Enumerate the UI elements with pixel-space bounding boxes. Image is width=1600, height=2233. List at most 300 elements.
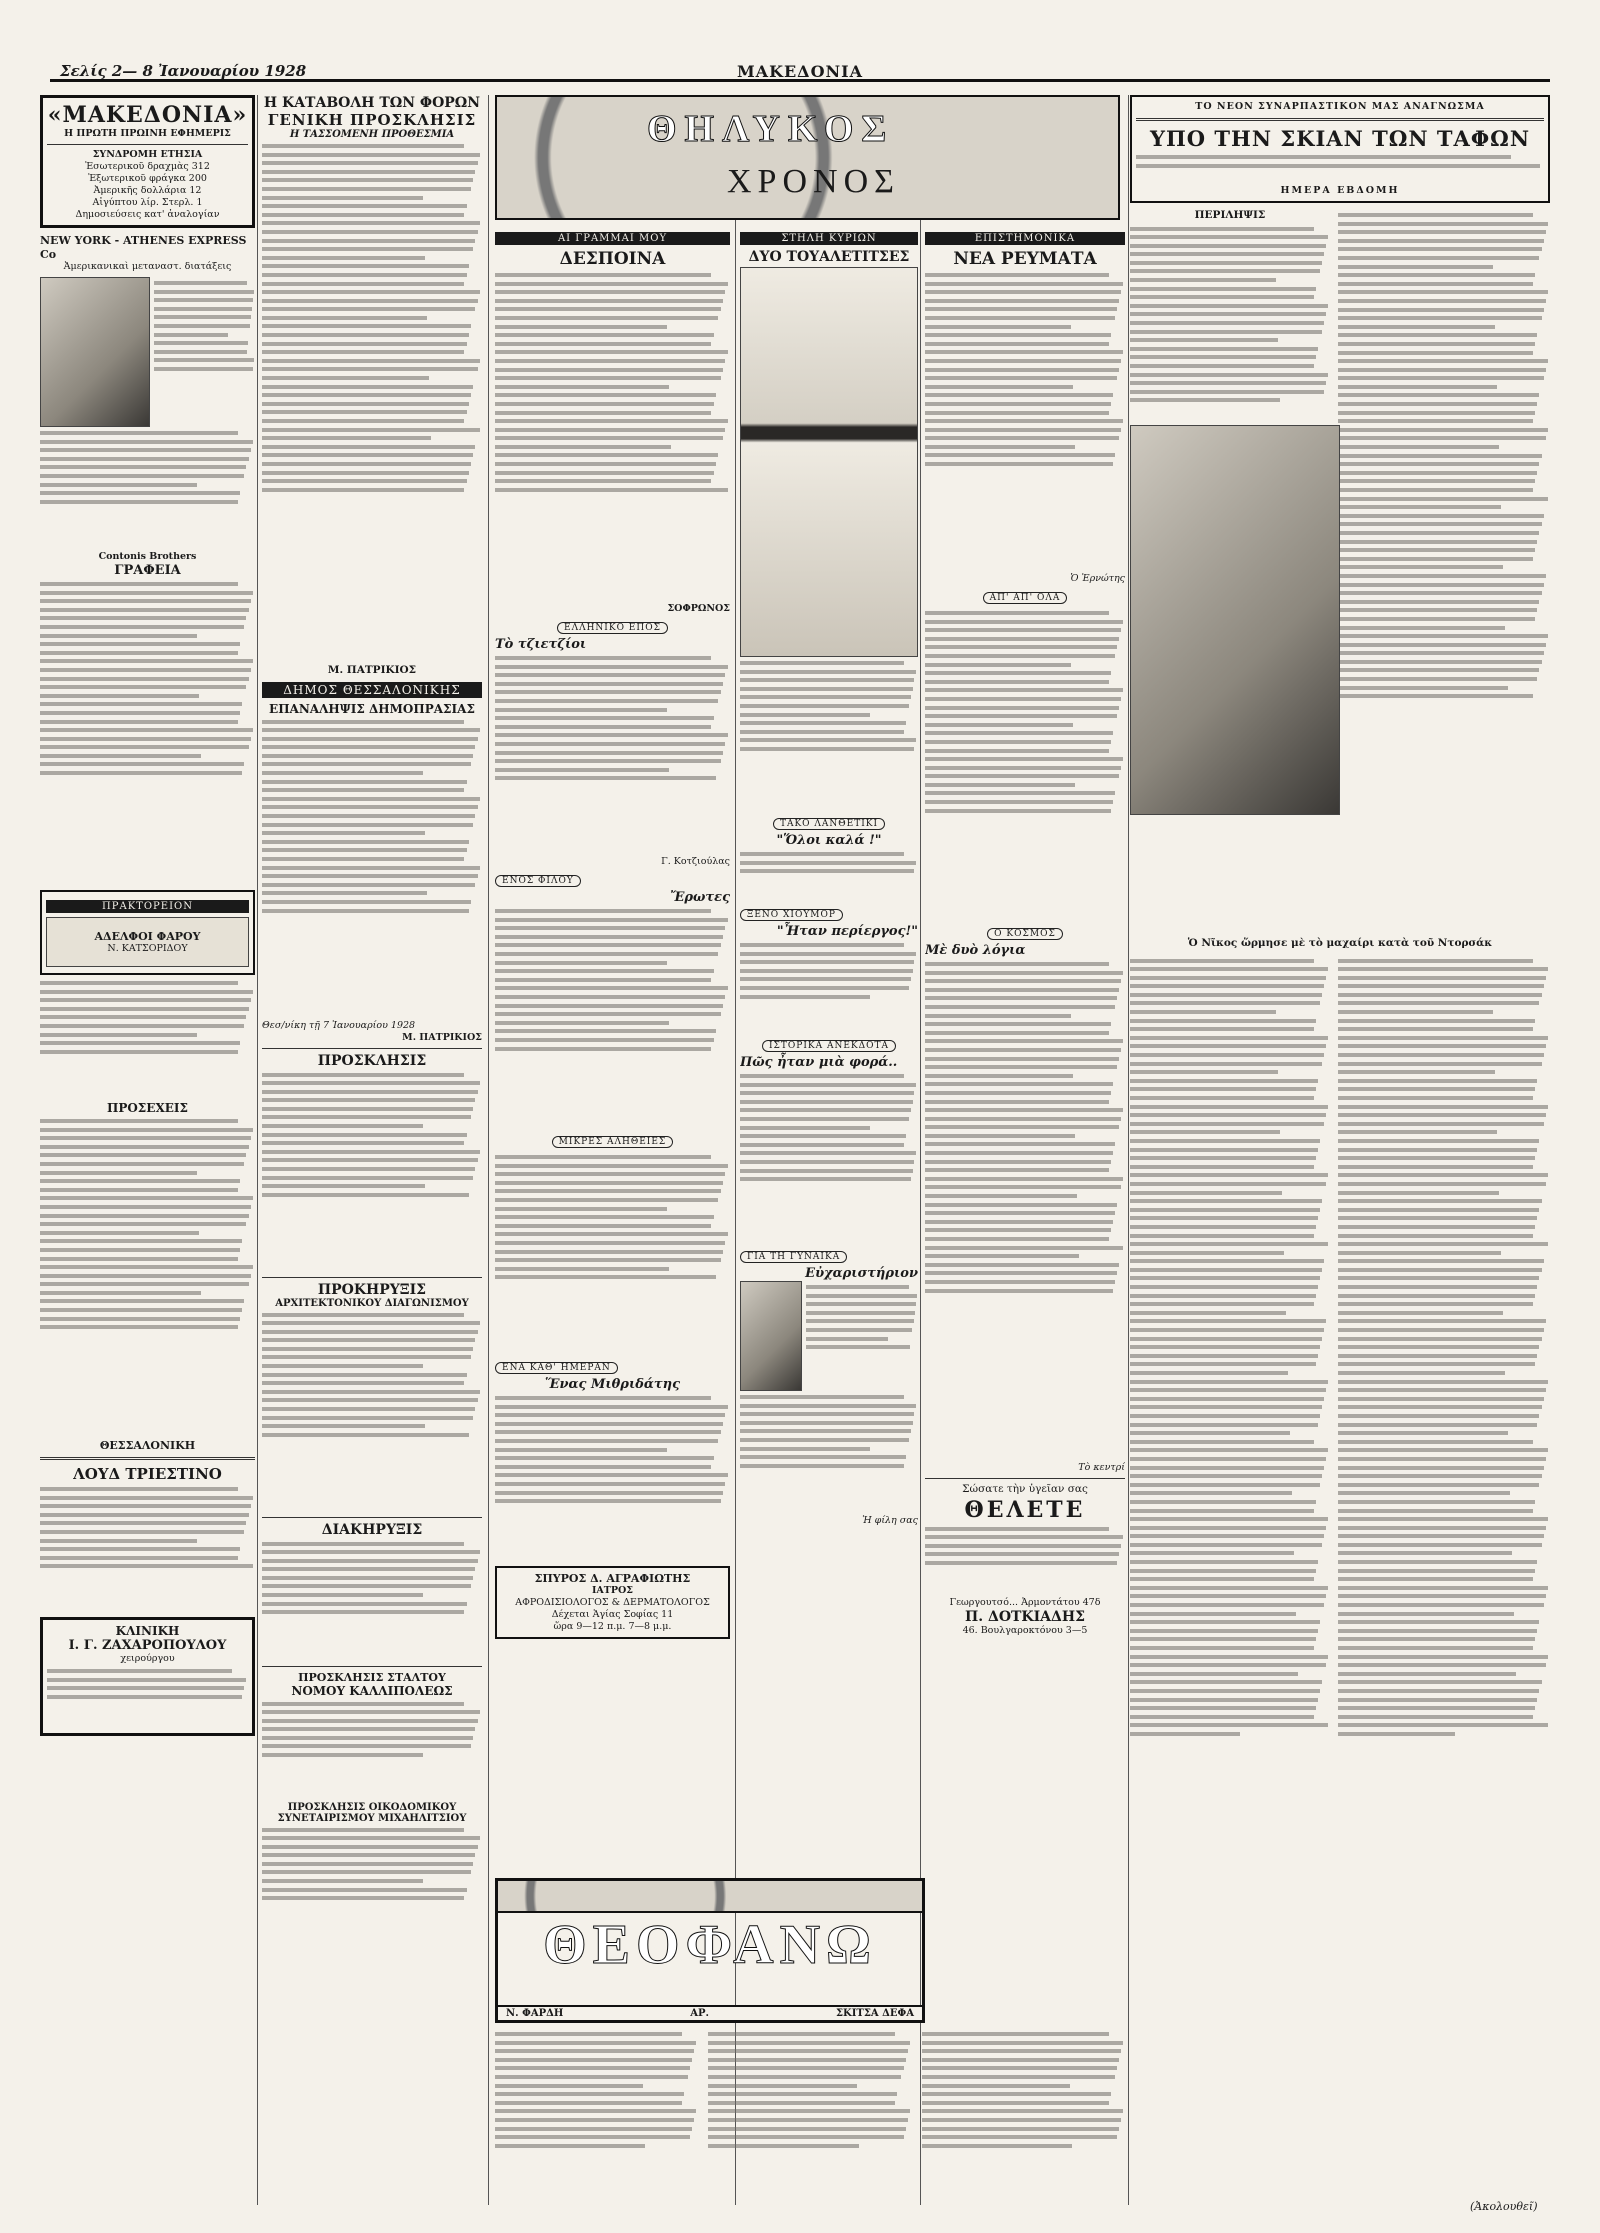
text-line <box>40 702 242 706</box>
text-line <box>925 1203 1117 1207</box>
municipality-heading: ΔΗΜΟΣ ΘΕΣΣΑΛΟΝΙΚΗΣ <box>262 682 482 698</box>
text-line <box>40 616 246 620</box>
text-line <box>806 1285 909 1289</box>
text-line <box>1130 1242 1328 1246</box>
text-line <box>495 690 721 694</box>
text-line <box>1338 608 1537 612</box>
text-line <box>262 1081 480 1085</box>
text-line <box>740 730 904 734</box>
text-line <box>262 282 464 286</box>
text-line <box>1130 1577 1314 1581</box>
text-line <box>1130 1723 1328 1727</box>
text-line <box>495 445 671 449</box>
text-line <box>40 1530 244 1534</box>
text-line <box>40 1299 244 1303</box>
text-line <box>40 1521 246 1525</box>
text-line <box>740 1160 914 1164</box>
text-line <box>1130 1216 1318 1220</box>
despoina-signature: ΣΟΦΡΩΝΟΣ <box>667 603 730 614</box>
text-line <box>925 723 1073 727</box>
text-line <box>1130 967 1328 971</box>
text-line <box>925 1263 1119 1267</box>
text-line <box>925 290 1121 294</box>
text-line <box>495 350 728 354</box>
text-line <box>262 367 478 371</box>
text-line <box>1136 155 1511 159</box>
text-line <box>495 961 667 965</box>
from-all-label: ΑΠ' ΑΠ' ΟΛΑ <box>983 592 1068 604</box>
thanks-text <box>806 1281 918 1391</box>
text-line <box>1338 1466 1544 1470</box>
text-line <box>262 299 478 303</box>
woman-portrait <box>740 1281 802 1391</box>
banner-word: ΘΗΛΥΚΟΣ <box>647 108 895 150</box>
text-line <box>922 2041 1123 2045</box>
new-currents-title: ΝΕΑ ΡΕΥΜΑΤΑ <box>953 249 1097 269</box>
text-line <box>1130 1672 1298 1676</box>
text-line <box>495 1232 728 1236</box>
text-line <box>47 1686 244 1690</box>
text-line <box>1130 1491 1292 1495</box>
my-letters-label: ΑΙ ΓΡΑΜΜΑΙ ΜΟΥ <box>495 232 730 245</box>
text-line <box>1338 1474 1542 1478</box>
synetairismou-text <box>262 1828 482 1948</box>
general-invitation: ΓΕΝΙΚΗ ΠΡΟΣΚΛΗΣΙΣ <box>267 111 477 129</box>
text-line <box>40 1145 249 1149</box>
serial-title: ΥΠΟ ΤΗΝ ΣΚΙΑΝ ΤΩΝ ΤΑΦΩΝ <box>1149 126 1531 151</box>
text-line <box>40 465 246 469</box>
clinic-name: Ι. Γ. ΖΑΧΑΡΟΠΟΥΛΟΥ <box>68 1638 227 1653</box>
text-line <box>806 1302 916 1306</box>
text-line <box>1338 1302 1533 1306</box>
text-line <box>154 290 254 294</box>
text-line <box>1338 984 1544 988</box>
text-line <box>1130 1319 1326 1323</box>
all-good-text <box>740 852 918 902</box>
text-line <box>1130 1062 1322 1066</box>
text-line <box>1338 1105 1548 1109</box>
text-line <box>1338 1715 1533 1719</box>
text-line <box>262 1736 473 1740</box>
ny-express-heading: NEW YORK - ATHENES EXPRESS Co <box>40 234 247 261</box>
text-line <box>495 1267 669 1271</box>
text-line <box>495 2109 696 2113</box>
text-line <box>495 1241 725 1245</box>
text-line <box>922 2092 1111 2096</box>
text-line <box>1130 295 1314 299</box>
text-line <box>925 1535 1123 1539</box>
text-line <box>262 419 464 423</box>
text-line <box>922 2144 1072 2148</box>
text-line <box>154 298 253 302</box>
text-line <box>740 1169 913 1173</box>
text-line <box>925 628 1121 632</box>
theophano-author: Ν. ΦΑΡΔΗ <box>506 2008 564 2019</box>
text-line <box>1338 222 1548 226</box>
text-line <box>495 1422 723 1426</box>
text-line <box>1338 282 1533 286</box>
text-line <box>1130 1517 1328 1521</box>
text-line <box>495 479 711 483</box>
text-line <box>1338 1285 1537 1289</box>
text-line <box>495 316 718 320</box>
text-line <box>1130 1156 1316 1160</box>
text-line <box>262 307 475 311</box>
text-line <box>495 2127 692 2131</box>
text-line <box>154 307 252 311</box>
theophano-banner <box>495 1878 925 2023</box>
text-line <box>740 721 906 725</box>
text-line <box>40 737 251 741</box>
text-line <box>740 704 909 708</box>
text-line <box>495 1456 714 1460</box>
text-line <box>925 376 1117 380</box>
text-line <box>40 728 253 732</box>
text-line <box>925 1527 1109 1531</box>
text-line <box>40 685 246 689</box>
text-line <box>1130 1380 1328 1384</box>
text-line <box>1130 976 1326 980</box>
text-line <box>925 671 1111 675</box>
text-line <box>262 324 471 328</box>
text-line <box>40 754 201 758</box>
text-line <box>925 637 1119 641</box>
text-line <box>1130 1010 1276 1014</box>
text-line <box>925 1108 1123 1112</box>
diakiryxis-heading: ΔΙΑΚΗΡΥΞΙΣ <box>321 1521 423 1538</box>
text-line <box>1130 1302 1314 1306</box>
prokiryxis-sub: ΑΡΧΙΤΕΚΤΟΝΙΚΟΥ ΔΙΑΓΩΝΙΣΜΟΥ <box>275 1297 469 1309</box>
ny-express-text <box>154 277 255 427</box>
text-line <box>925 1082 1113 1086</box>
text-line <box>1338 993 1542 997</box>
text-line <box>740 943 904 947</box>
text-line <box>1338 505 1501 509</box>
text-line <box>1338 565 1503 569</box>
text-line <box>262 1593 423 1597</box>
text-line <box>495 682 723 686</box>
text-line <box>495 325 667 329</box>
text-line <box>1130 1096 1314 1100</box>
text-line <box>40 1196 253 1200</box>
text-line <box>740 713 870 717</box>
text-line <box>1130 1191 1282 1195</box>
text-line <box>1338 1577 1533 1581</box>
text-line <box>495 2041 696 2045</box>
text-line <box>40 1504 251 1508</box>
text-line <box>40 491 240 495</box>
text-line <box>1130 1405 1322 1409</box>
text-line <box>708 2118 907 2122</box>
text-line <box>740 1126 870 1130</box>
text-line <box>1338 1242 1548 1246</box>
text-line <box>1338 1517 1548 1521</box>
text-line <box>708 2144 858 2148</box>
text-line <box>1130 287 1316 291</box>
text-line <box>495 1224 711 1228</box>
all-good-title: "Ὅλοι καλά !" <box>776 833 882 848</box>
prosexeis-heading: ΠΡΟΣΕΧΕΙΣ <box>107 1101 188 1115</box>
text-line <box>1130 252 1324 256</box>
text-line <box>262 1727 475 1731</box>
text-line <box>495 768 669 772</box>
text-line <box>40 448 251 452</box>
text-line <box>40 771 242 775</box>
world-label: Ο ΚΟΣΜΟΣ <box>987 928 1063 940</box>
text-line <box>495 1164 728 1168</box>
text-line <box>740 1177 911 1181</box>
text-line <box>1338 1001 1539 1005</box>
curious-title: "Ἦταν περίεργος!" <box>776 924 918 939</box>
text-line <box>262 428 480 432</box>
text-line <box>154 341 248 345</box>
text-line <box>495 1038 714 1042</box>
text-line <box>262 1710 480 1714</box>
body-text <box>40 981 255 1101</box>
text-line <box>495 926 725 930</box>
text-line <box>262 1433 469 1437</box>
text-line <box>925 1065 1117 1069</box>
text-line <box>922 2049 1121 2053</box>
text-line <box>1338 1448 1548 1452</box>
text-line <box>262 1184 425 1188</box>
text-line <box>708 2058 905 2062</box>
text-line <box>922 2127 1119 2131</box>
text-line <box>40 1171 197 1175</box>
text-line <box>1338 1629 1537 1633</box>
text-line <box>262 745 475 749</box>
text-line <box>925 342 1109 346</box>
prosklisis-stalton: ΠΡΟΣΚΛΗΣΙΣ ΣΤΑΛΤΟΥ <box>298 1670 446 1684</box>
text-line <box>1338 1019 1535 1023</box>
text-line <box>40 1033 197 1037</box>
text-line <box>40 1050 238 1054</box>
text-line <box>1338 385 1497 389</box>
text-line <box>1338 273 1535 277</box>
column-rule <box>1128 95 1129 2205</box>
text-line <box>262 1321 480 1325</box>
text-line <box>1338 1620 1539 1624</box>
text-line <box>40 1317 240 1321</box>
erotes-text <box>495 909 730 1129</box>
text-line <box>154 315 251 319</box>
text-line <box>1338 1689 1539 1693</box>
once-upon-title: Πῶς ἦταν μιὰ φορά.. <box>740 1055 898 1070</box>
text-line <box>1130 1354 1318 1358</box>
text-line <box>925 445 1075 449</box>
curious-text <box>740 943 918 1033</box>
foreign-humour-label: ΞΕΝΟ ΧΙΟΥΜΟΡ <box>740 909 843 921</box>
text-line <box>1338 1560 1537 1564</box>
text-line <box>262 1610 464 1614</box>
text-line <box>495 2101 682 2105</box>
prokiryxis-text <box>262 1313 482 1513</box>
text-line <box>925 962 1109 966</box>
text-line <box>1338 308 1544 312</box>
text-line <box>1130 1457 1326 1461</box>
text-line <box>40 1214 249 1218</box>
text-line <box>740 861 916 865</box>
text-line <box>1130 1680 1322 1684</box>
text-line <box>1338 1414 1539 1418</box>
text-line <box>1338 660 1542 664</box>
text-line <box>262 1107 473 1111</box>
text-line <box>740 738 916 742</box>
text-line <box>1130 1715 1314 1719</box>
text-line <box>1338 1509 1533 1513</box>
serial-column <box>1130 95 1550 2195</box>
subscription-subtitle: Η ΠΡΩΤΗ ΠΡΩΙΝΗ ΕΦΗΜΕΡΙΣ <box>64 128 231 139</box>
text-line <box>1130 1294 1316 1298</box>
lloyd-heading: ΛΟΥΔ ΤΡΙΕΣΤΙΝΟ <box>73 1465 222 1483</box>
text-line <box>262 385 473 389</box>
taxes-signature: Μ. ΠΑΤΡΙΚΙΟΣ <box>327 664 417 676</box>
text-line <box>262 1559 478 1563</box>
subscription-line: Ἐξωτερικοῦ φράγκα 200 <box>88 173 207 184</box>
theophano-ornament <box>498 1881 922 1913</box>
text-line <box>925 316 1115 320</box>
doctor-ad <box>495 1566 730 1639</box>
small-truths-label: ΜΙΚΡΕΣ ΑΛΗΘΕΙΕΣ <box>552 1136 674 1148</box>
sailings-list <box>40 1119 255 1439</box>
text-line <box>1130 373 1328 377</box>
text-line <box>40 1119 238 1123</box>
text-line <box>1338 1431 1508 1435</box>
text-line <box>925 1125 1119 1129</box>
text-line <box>740 952 916 956</box>
ny-express-sub: Ἀμερικανικαὶ μεταναστ. διατάξεις <box>63 261 232 272</box>
text-line <box>262 1542 464 1546</box>
text-line <box>925 1151 1113 1155</box>
text-line <box>925 453 1115 457</box>
text-line <box>262 1702 464 1706</box>
text-line <box>1130 269 1320 273</box>
doctor-title: ΙΑΤΡΟΣ <box>591 1585 634 1596</box>
text-line <box>925 620 1123 624</box>
text-line <box>1338 419 1533 423</box>
text-line <box>262 909 469 913</box>
text-line <box>495 1491 723 1495</box>
text-line <box>1130 1208 1320 1212</box>
text-line <box>495 909 711 913</box>
text-line <box>1338 1027 1533 1031</box>
text-line <box>262 805 478 809</box>
text-line <box>1338 1053 1544 1057</box>
text-line <box>495 1258 721 1262</box>
despoina-title: ΔΕΣΠΟΙΝΑ <box>559 249 666 269</box>
text-line <box>1338 497 1548 501</box>
text-line <box>1130 1663 1326 1667</box>
text-line <box>40 1556 238 1560</box>
text-line <box>925 1237 1109 1241</box>
clinic-text <box>47 1669 248 1729</box>
text-line <box>1338 1388 1546 1392</box>
text-line <box>740 1464 904 1468</box>
text-line <box>262 445 475 449</box>
text-line <box>40 659 253 663</box>
text-line <box>925 1100 1109 1104</box>
text-line <box>1338 1405 1542 1409</box>
text-line <box>1130 1345 1320 1349</box>
text-line <box>262 1355 471 1359</box>
subscription-line: Ἀμερικῆς δολλάρια 12 <box>93 185 202 196</box>
text-line <box>1130 1165 1314 1169</box>
serial-label: ΤΟ ΝΕΟΝ ΣΥΝΑΡΠΑΣΤΙΚΟΝ ΜΑΣ ΑΝΑΓΝΩΣΜΑ <box>1195 101 1485 112</box>
text-line <box>925 1211 1115 1215</box>
text-line <box>40 431 238 435</box>
text-line <box>1338 1165 1533 1169</box>
text-line <box>1130 364 1314 368</box>
text-line <box>495 969 714 973</box>
tziertzi-title: Τὸ τζιετζίοι <box>495 637 587 652</box>
text-line <box>1338 445 1499 449</box>
text-line <box>262 780 467 784</box>
text-line <box>1130 304 1328 308</box>
text-line <box>495 935 723 939</box>
text-line <box>1130 1732 1240 1736</box>
in-two-words-title: Μὲ δυὸ λόγια <box>925 943 1026 958</box>
text-line <box>740 687 913 691</box>
text-line <box>262 1330 478 1334</box>
text-line <box>262 488 464 492</box>
text-line <box>1130 1655 1328 1659</box>
text-line <box>806 1345 910 1349</box>
text-line <box>1338 1036 1548 1040</box>
text-line <box>40 483 197 487</box>
text-line <box>1338 1070 1495 1074</box>
text-line <box>262 891 427 895</box>
text-line <box>1338 514 1544 518</box>
text-line <box>495 359 725 363</box>
ladies-column-label: ΣΤΗΛΗ ΚΥΡΙΩΝ <box>740 232 918 245</box>
text-line <box>262 178 473 182</box>
text-line <box>262 1098 475 1102</box>
text-line <box>262 153 480 157</box>
text-line <box>1130 1113 1326 1117</box>
text-line <box>925 436 1119 440</box>
text-line <box>1338 1062 1542 1066</box>
text-line <box>495 368 723 372</box>
serial-caption: Ὁ Νῖκος ὥρμησε μὲ τὸ μαχαίρι κατὰ τοῦ Ντορσάκ <box>1187 937 1493 949</box>
text-line <box>1130 1225 1316 1229</box>
text-line <box>1338 316 1542 320</box>
text-line <box>1130 1199 1322 1203</box>
your-friend: Ἡ φίλη σας <box>862 1515 918 1526</box>
text-line <box>1338 548 1535 552</box>
text-line <box>495 1012 721 1016</box>
text-line <box>1338 522 1542 526</box>
text-line <box>1338 967 1548 971</box>
text-line <box>495 333 714 337</box>
text-line <box>1130 1328 1324 1332</box>
text-line <box>495 1189 721 1193</box>
doctor-address: Δέχεται Ἁγίας Σοφίας 11 <box>551 1609 674 1620</box>
text-line <box>708 2041 909 2045</box>
text-line <box>40 1239 242 1243</box>
text-line <box>495 995 725 999</box>
text-line <box>925 1048 1121 1052</box>
text-line <box>262 1390 480 1394</box>
text-line <box>1338 1732 1455 1736</box>
text-line <box>495 428 725 432</box>
text-line <box>925 1177 1123 1181</box>
text-line <box>495 1029 716 1033</box>
text-line <box>1338 299 1546 303</box>
text-line <box>708 2127 905 2131</box>
text-line <box>262 1896 464 1900</box>
text-line <box>925 393 1113 397</box>
text-line <box>740 1091 914 1095</box>
